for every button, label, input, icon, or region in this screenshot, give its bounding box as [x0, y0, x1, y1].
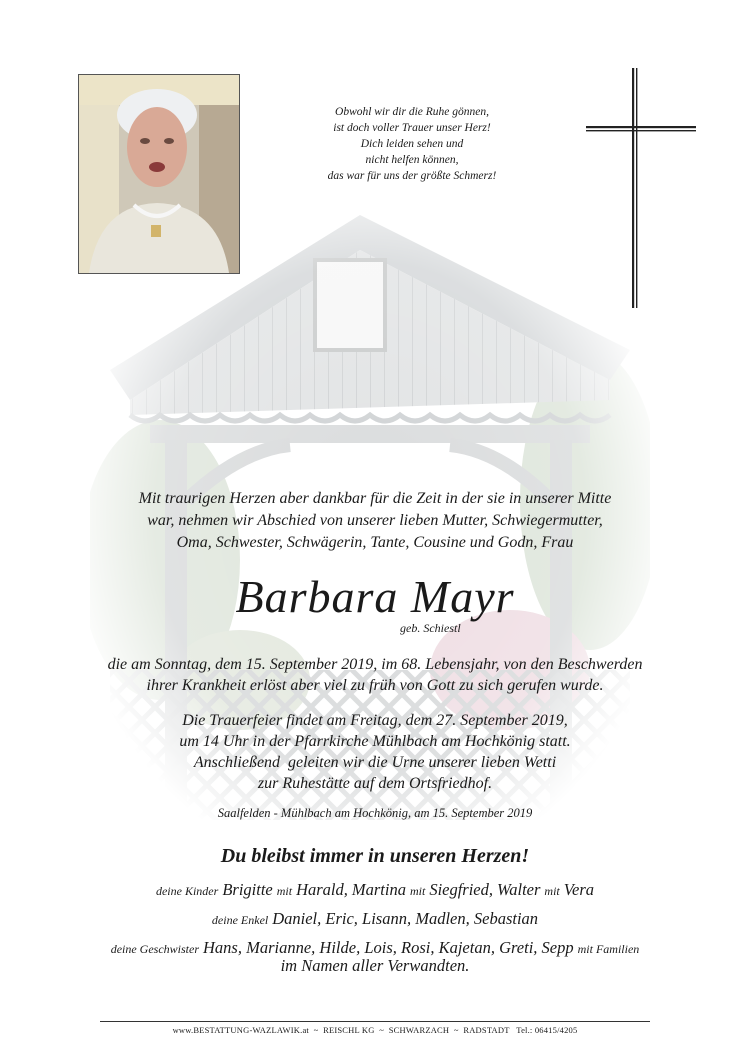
portrait-photo [78, 74, 240, 274]
motto: Du bleibst immer in unseren Herzen! [220, 845, 530, 867]
family-names: Hans, Marianne, Hilde, Lois, Rosi, Kajetan, Greti, Sepp [203, 938, 574, 957]
family-list [20, 876, 730, 963]
funeral-details [60, 710, 690, 794]
intro-line: Mit traurigen Herzen aber dankbar für die Zeit in der sie in unserer Mitte [138, 490, 612, 507]
deceased-name: Barbara Mayr [235, 571, 515, 622]
family-children-row [20, 876, 730, 905]
family-names: Daniel, Eric, Lisann, Madlen, Sebastian [272, 909, 539, 928]
death-notice [40, 654, 710, 696]
family-connector: mit [544, 884, 560, 898]
family-prefix: deine Geschwister [110, 942, 199, 956]
poem-line: Obwohl wir dir die Ruhe gönnen, [335, 106, 489, 118]
family-grandchildren-row [20, 905, 730, 934]
portrait-image [79, 75, 239, 273]
place-and-date: Saalfelden - Mühlbach am Hochkönig, am 15. September 2019 [217, 806, 533, 820]
family-name: Martina [351, 880, 406, 899]
family-name: Walter [497, 880, 541, 899]
death-notice-line: die am Sonntag, dem 15. September 2019, im 68. Lebensjahr, von den Beschwerden [107, 656, 643, 673]
funeral-line: um 14 Uhr in der Pfarrkirche Mühlbach am Hochkönig statt. [179, 733, 571, 750]
family-connector: mit [276, 884, 293, 898]
closing-line: im Namen aller Verwandten. [280, 956, 470, 975]
family-connector: mit [409, 884, 426, 898]
family-prefix: deine Kinder [155, 884, 219, 898]
intro-line: war, nehmen wir Abschied von unserer lieben Mutter, Schwiegermutter, [147, 512, 603, 529]
funeral-line: zur Ruhestätte auf dem Ortsfriedhof. [257, 775, 493, 792]
poem-line: Dich leiden sehen und [360, 138, 464, 150]
family-name: Vera [563, 880, 595, 899]
poem-line: nicht helfen können, [365, 154, 459, 166]
family-name: Siegfried, [429, 880, 494, 899]
intro-line: Oma, Schwester, Schwägerin, Tante, Cousine und Godn, Frau [176, 534, 574, 551]
footer-contact: www.BESTATTUNG-WAZLAWIK.at ~ REISCHL KG ~ SCHWARZACH ~ RADSTADT Tel.: 06415/4205 [100, 1021, 650, 1035]
poem [262, 104, 562, 184]
poem-line: das war für uns der größte Schmerz! [327, 170, 497, 182]
family-name: Harald, [296, 880, 348, 899]
intro-text [60, 488, 690, 554]
family-name: Brigitte [222, 880, 273, 899]
funeral-line: Die Trauerfeier findet am Freitag, dem 27. September 2019, [182, 712, 568, 729]
family-suffix: mit Familien [577, 942, 640, 956]
family-prefix: deine Enkel [211, 913, 269, 927]
maiden-name: geb. Schiestl [400, 621, 461, 635]
death-notice-line: ihrer Krankheit erlöst aber viel zu früh von Gott zu sich gerufen wurde. [146, 677, 604, 694]
cross-icon [586, 68, 696, 308]
funeral-line: Anschließend geleiten wir die Urne unserer lieben Wetti [193, 754, 557, 771]
poem-line: ist doch voller Trauer unser Herz! [333, 122, 491, 134]
